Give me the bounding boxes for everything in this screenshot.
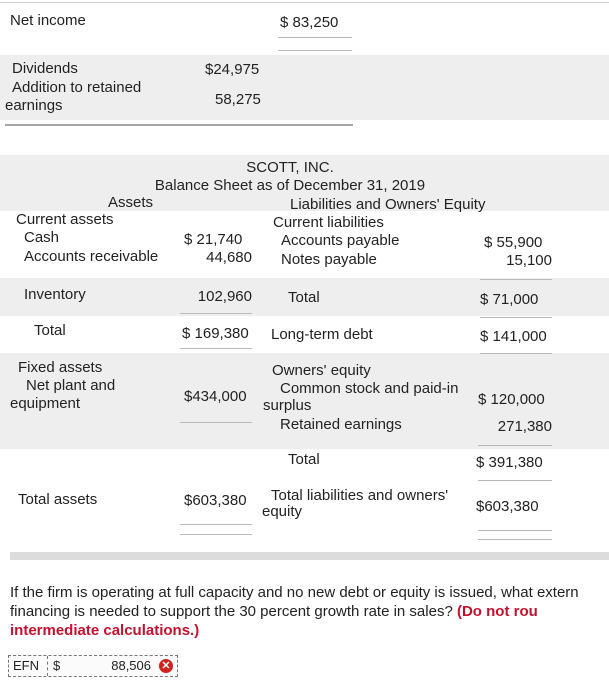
- current-assets-label: Current assets: [16, 211, 114, 228]
- total-liabilities-equity-label-1: Total liabilities and owners': [271, 487, 449, 504]
- total-liabilities-equity-label-2: equity: [262, 503, 303, 520]
- common-stock-label-1: Common stock and paid-in: [280, 380, 459, 397]
- np-label: Notes payable: [281, 251, 377, 268]
- total-liabilities-equity-value: $603,380: [476, 498, 539, 515]
- dividends-value: $24,975: [205, 61, 260, 78]
- company-name: SCOTT, INC.: [246, 159, 334, 176]
- balance-sheet-title: Balance Sheet as of December 31, 2019: [154, 177, 426, 194]
- cash-label: Cash: [24, 229, 60, 246]
- common-stock-label-2: surplus: [263, 397, 312, 414]
- liabilities-header: Liabilities and Owners' Equity: [290, 196, 486, 213]
- fixed-assets-label: Fixed assets: [18, 359, 103, 376]
- retained-earnings-value: 271,380: [497, 418, 552, 435]
- common-stock-value: $ 120,000: [478, 391, 545, 408]
- efn-answer-row: [8, 655, 178, 677]
- owners-equity-label: Owners' equity: [272, 362, 371, 379]
- retained-value: 58,275: [215, 91, 261, 108]
- ar-label: Accounts receivable: [24, 248, 159, 265]
- np-value: 15,100: [506, 252, 552, 269]
- question-line-1: If the firm is operating at full capacity and no new debt or equity is issued, what extern: [10, 584, 579, 601]
- retained-label-1: Addition to retained: [12, 79, 142, 96]
- inventory-label: Inventory: [24, 286, 86, 303]
- ap-value: $ 55,900: [484, 234, 543, 251]
- efn-label: EFN: [9, 656, 48, 676]
- total-owners-equity-value: $ 391,380: [476, 454, 543, 471]
- net-plant-value: $434,000: [184, 388, 247, 405]
- efn-currency: $: [53, 658, 61, 673]
- long-term-debt-label: Long-term debt: [271, 326, 373, 343]
- assets-header: Assets: [108, 194, 154, 211]
- cash-value: $ 21,740: [184, 231, 243, 248]
- efn-input[interactable]: 88,506: [111, 658, 151, 673]
- question-line-2: financing is needed to support the 30 percent growth rate in sales?: [10, 603, 453, 620]
- current-liabilities-label: Current liabilities: [273, 214, 384, 231]
- ap-label: Accounts payable: [281, 232, 400, 249]
- total-owners-equity-label: Total: [288, 451, 320, 468]
- total-assets-label: Total assets: [18, 491, 98, 508]
- dividends-label: Dividends: [12, 60, 78, 77]
- incorrect-icon: ✕: [159, 659, 173, 673]
- net-plant-label-2: equipment: [10, 395, 81, 412]
- question-instruction-cont: intermediate calculations.): [10, 622, 200, 639]
- net-income-value: $ 83,250: [280, 14, 339, 31]
- question-instruction: (Do not rou: [456, 603, 538, 620]
- inventory-value: 102,960: [197, 288, 252, 305]
- total-assets-value: $603,380: [184, 492, 247, 509]
- total-current-liabilities-value: $ 71,000: [480, 291, 539, 308]
- total-current-assets-label: Total: [34, 322, 66, 339]
- retained-label-2: earnings: [5, 97, 63, 114]
- total-current-assets-value: $ 169,380: [182, 325, 249, 342]
- ar-value: 44,680: [206, 249, 252, 266]
- long-term-debt-value: $ 141,000: [480, 328, 547, 345]
- question-text: [10, 583, 609, 640]
- net-plant-label-1: Net plant and: [26, 377, 116, 394]
- total-current-liabilities-label: Total: [288, 289, 320, 306]
- retained-earnings-label: Retained earnings: [280, 416, 402, 433]
- net-income-label: Net income: [10, 12, 86, 29]
